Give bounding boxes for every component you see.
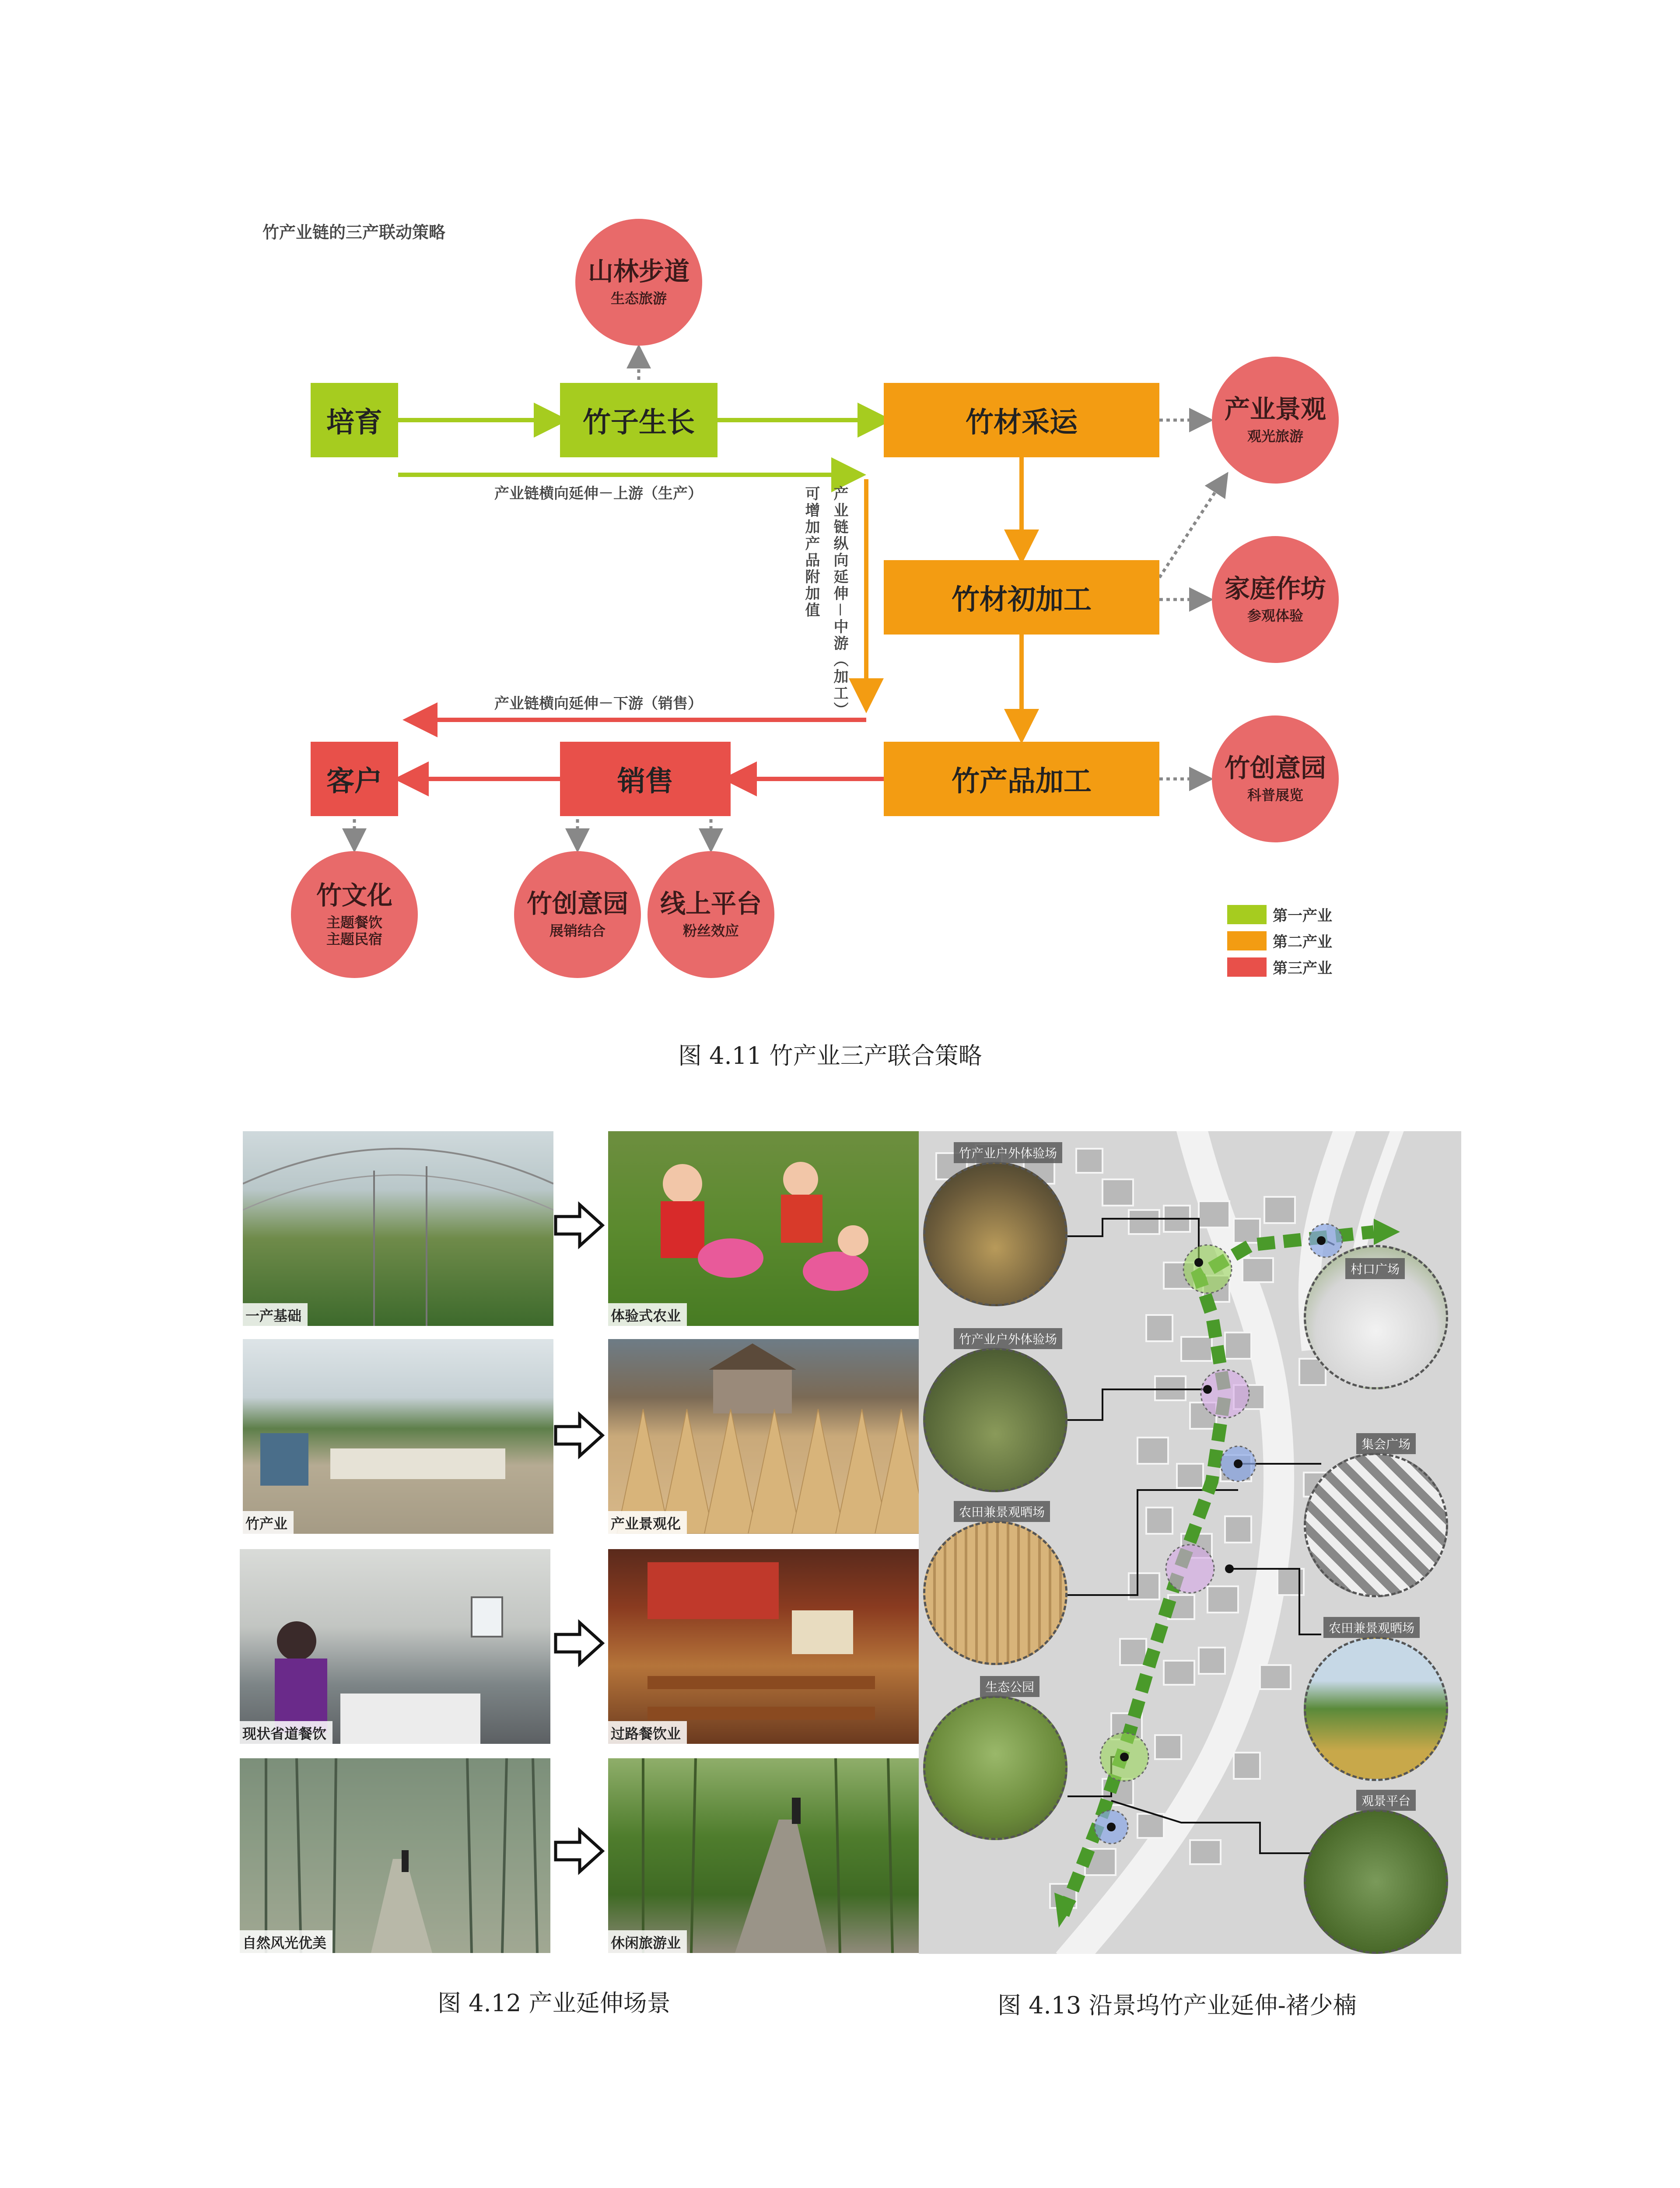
- arrow-right-icon: [553, 1411, 606, 1459]
- circle-zhu-chuangyi-yuan-2: [514, 851, 641, 978]
- node-zhuzi-shengzhang: 竹子生长: [560, 383, 718, 457]
- circle-title: 线上平台: [660, 888, 762, 919]
- circle-title: 竹创意园: [1224, 753, 1326, 783]
- arrow-chujiagong-to-jingguan: [1159, 477, 1225, 578]
- legend-label: 第一产业: [1273, 907, 1332, 925]
- family-farm-illustration: [608, 1131, 919, 1326]
- route-arrowhead-top: [1374, 1219, 1400, 1245]
- node-kehu: 客户: [311, 742, 398, 816]
- circle-shanlin-budao: [575, 219, 702, 346]
- node-zhucai-chujiagong: 竹材初加工: [884, 560, 1159, 635]
- greenhouse-illustration: [243, 1131, 553, 1326]
- photo-chanye-jingguanhua: [608, 1339, 919, 1534]
- photo-label: 体验式农业: [608, 1303, 687, 1326]
- photo-tiyanshi-nongye: [608, 1131, 919, 1326]
- circle-subtitle: 粉丝效应: [682, 922, 739, 939]
- map-photo-r3: [1304, 1637, 1448, 1781]
- circle-xianshang-pingtai: [648, 851, 774, 978]
- photo-guolu-canyinye: [608, 1549, 919, 1744]
- circle-title: 家庭作坊: [1224, 573, 1326, 603]
- circle-title: 竹创意园: [526, 888, 628, 919]
- photo-label: 一产基础: [243, 1303, 308, 1326]
- caption-fig-4-13: 图 4.13 沿景坞竹产业延伸-褚少楠: [998, 1992, 1357, 2019]
- circle-title: 产业景观: [1224, 394, 1326, 424]
- label-downstream: 产业链横向延伸－下游（销售）: [494, 695, 703, 712]
- map-label: 生态公园: [980, 1676, 1040, 1697]
- circle-subtitle: 生态旅游: [610, 290, 667, 307]
- legend-swatch: [1227, 957, 1267, 977]
- figure-4-13-map: [919, 1131, 1461, 1954]
- map-photo-l3: [923, 1521, 1068, 1665]
- figure-title: 竹产业链的三产联动策略: [262, 223, 446, 242]
- circle-subtitle: 观光旅游: [1247, 428, 1303, 445]
- arrow-right-icon: [553, 1619, 606, 1667]
- circle-zhu-wenhua: [291, 851, 418, 978]
- map-label: 竹产业户外体验场: [954, 1328, 1062, 1349]
- photo-label: 现状省道餐饮: [240, 1721, 332, 1744]
- caption-fig-4-11: 图 4.11 竹产业三产联合策略: [678, 1042, 982, 1069]
- circle-subtitle: 主题餐饮 主题民宿: [326, 914, 382, 947]
- stone-path-illustration: [608, 1758, 919, 1953]
- photo-yichan-jichu: [243, 1131, 553, 1326]
- map-label: 集会广场: [1356, 1433, 1416, 1454]
- photo-ziran-fengguang: [240, 1758, 550, 1953]
- label-value-add: 可增加产品附加值: [802, 486, 820, 619]
- photo-label: 休闲旅游业: [608, 1930, 687, 1953]
- caption-fig-4-12: 图 4.12 产业延伸场景: [438, 1989, 671, 2017]
- node-peiyu: 培育: [311, 383, 398, 457]
- map-photo-l2: [923, 1348, 1068, 1492]
- arrow-right-icon: [553, 1827, 606, 1875]
- node-zhuchanpin-jiagong: 竹产品加工: [884, 742, 1159, 816]
- circle-title: 山林步道: [588, 256, 690, 286]
- photo-xianzhuang-shengdao-canyin: [240, 1549, 550, 1744]
- map-photo-l1: [923, 1162, 1068, 1306]
- photo-label: 产业景观化: [608, 1511, 687, 1534]
- figure-4-11: [245, 210, 1365, 998]
- circle-subtitle: 科普展览: [1247, 786, 1303, 803]
- legend-item: [1227, 904, 1332, 925]
- photo-label: 自然风光优美: [240, 1930, 332, 1953]
- map-label: 观景平台: [1356, 1790, 1416, 1811]
- circle-subtitle: 参观体验: [1247, 607, 1303, 624]
- circle-chanye-jingguan: [1212, 357, 1339, 484]
- circle-zhu-chuangyi-yuan-1: [1212, 715, 1339, 842]
- bamboo-forest-path-illustration: [240, 1758, 550, 1953]
- legend-item: [1227, 930, 1332, 951]
- node-zhucai-caiyun: 竹材采运: [884, 383, 1159, 457]
- label-midstream: 产业链纵向延伸－中游（加工）: [831, 486, 848, 719]
- map-label: 村口广场: [1345, 1258, 1405, 1279]
- arrow-right-icon: [553, 1201, 606, 1249]
- restaurant-illustration: [608, 1549, 919, 1744]
- circle-subtitle: 展销结合: [549, 922, 606, 939]
- map-label: 竹产业户外体验场: [954, 1142, 1062, 1163]
- photo-zhu-chanye: [243, 1339, 553, 1534]
- circle-jiating-zuofang: [1212, 536, 1339, 663]
- legend-swatch: [1227, 931, 1267, 950]
- map-label: 农田兼景观晒场: [1323, 1617, 1420, 1638]
- legend-swatch: [1227, 905, 1267, 924]
- map-photo-l4: [923, 1696, 1068, 1840]
- map-photo-r4: [1304, 1809, 1448, 1954]
- bamboo-bundles-illustration: [608, 1339, 919, 1534]
- photo-label: 竹产业: [243, 1511, 294, 1534]
- label-upstream: 产业链横向延伸－上游（生产）: [494, 485, 703, 502]
- circle-title: 竹文化: [316, 880, 392, 910]
- roadside-kitchen-illustration: [240, 1549, 550, 1744]
- node-xiaoshou: 销售: [560, 742, 731, 816]
- map-label: 农田兼景观晒场: [954, 1501, 1050, 1522]
- photo-xiuxian-lvyouye: [608, 1758, 919, 1953]
- legend-label: 第三产业: [1273, 960, 1332, 977]
- map-photo-r2: [1304, 1453, 1448, 1597]
- bamboo-drying-illustration: [243, 1339, 553, 1534]
- legend-item: [1227, 956, 1332, 978]
- photo-label: 过路餐饮业: [608, 1721, 687, 1744]
- legend-label: 第二产业: [1273, 933, 1332, 951]
